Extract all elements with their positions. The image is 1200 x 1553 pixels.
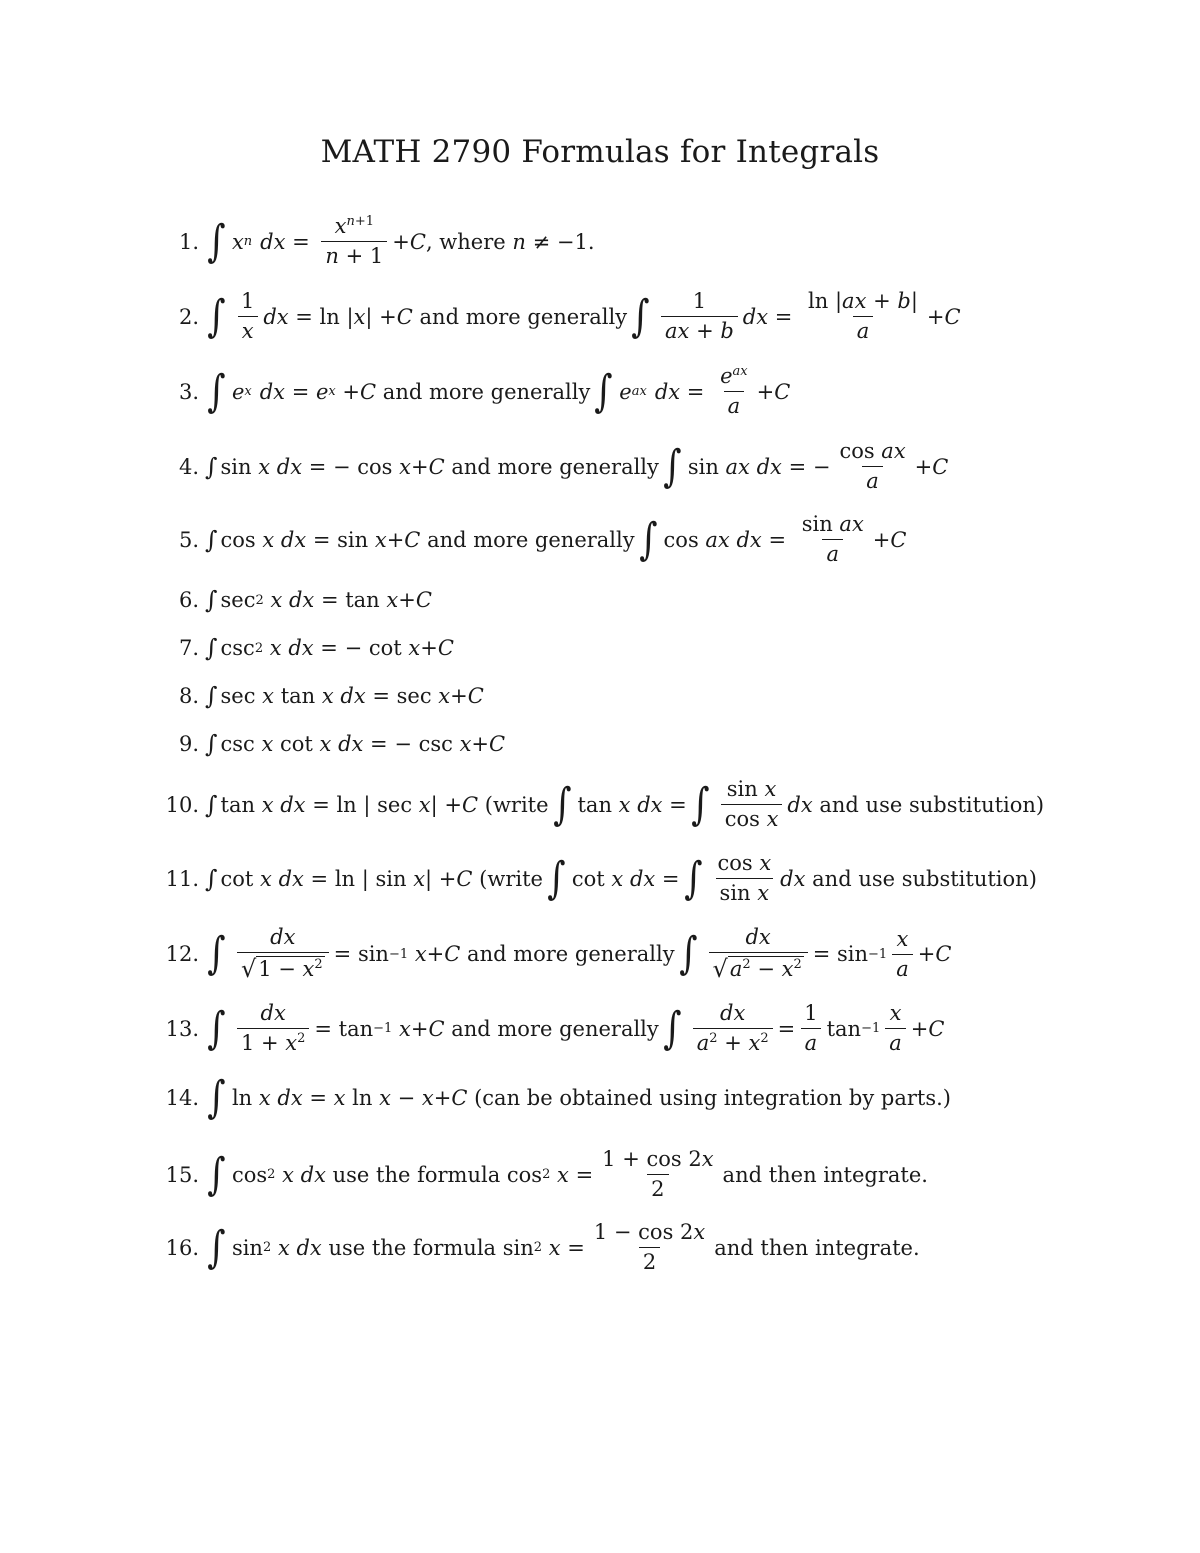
formula-expression: ∫ cos x dx = sin x + C and more generally ∫ cos ax dx = $\frac{\text{sin ax}}{a}$ + C xyxy=(205,512,907,567)
formula-2 xyxy=(155,290,1055,343)
word-and-then-integrate: and then integrate. xyxy=(714,1235,920,1260)
word-write: (write xyxy=(484,792,549,817)
formula-15 xyxy=(155,1148,1055,1201)
formula-4 xyxy=(155,440,1055,493)
formula-number: 1. xyxy=(178,229,199,254)
word-and-more-generally: and more generally xyxy=(427,527,635,552)
formula-number: 4. xyxy=(178,454,199,479)
formula-expression: ∫ cot x dx = ln | sin x | + C (write ∫ cot x dx = ∫ $\frac{\text{cos x}}{\text{sin x}}$ dx and use substitution) xyxy=(205,851,1037,906)
formula-number: 7. xyxy=(178,636,199,660)
word-use-substitution: and use substitution) xyxy=(812,866,1037,891)
formula-expression: ∫ sec 2 x dx = tan x + C xyxy=(205,586,432,614)
word-use-substitution: and use substitution) xyxy=(819,792,1045,817)
formula-10 xyxy=(155,778,1055,831)
formula-1 xyxy=(155,215,1055,268)
page-title: MATH 2790 Formulas for Integrals xyxy=(320,134,880,170)
word-by-parts: (can be obtained using integration by parts.) xyxy=(474,1086,951,1110)
formula-number: 10. xyxy=(165,792,199,817)
formula-number: 15. xyxy=(165,1162,199,1187)
formula-expression: ∫ x n dx = $\frac{x^{n+1}}{n + 1}$ + C , where n ≠ −1. xyxy=(207,214,595,269)
formula-number: 16. xyxy=(165,1235,199,1260)
formula-13 xyxy=(155,1002,1055,1055)
word-and-more-generally: and more generally xyxy=(451,1016,659,1041)
word-and-more-generally: and more generally xyxy=(467,942,675,967)
formula-expression: ∫ dx √ $1 - x^2$ = sin −1 x + C and more generally ∫ dx √ $a^2 - x^2$ = sin −1 $\frac{x}{a}$ + C xyxy=(207,925,952,984)
formula-expression: ∫ sec x tan x dx = sec x + C xyxy=(205,682,484,710)
formula-expression: ∫ tan x dx = ln | sec x | + C (write ∫ tan x dx = ∫ $\frac{\text{sin x}}{\text{cos x}}$ dx and use substitution) xyxy=(205,777,1045,832)
formula-14 xyxy=(155,1072,1055,1123)
formula-number: 11. xyxy=(165,866,199,891)
formula-expression: ∫ $\frac{dx}{1 + x^2}$ = tan −1 x + C and more generally ∫ $\frac{dx}{a^2 + x^2}$ = $\frac{1}{a}$ tan −1 $\frac{x}{a}$ + C xyxy=(207,1001,945,1056)
formula-6 xyxy=(155,586,1055,614)
word-where: where xyxy=(439,229,506,254)
formula-7 xyxy=(155,634,1055,662)
formula-expression: ∫ cos 2 x dx use the formula cos 2 x = $\frac{1 + \cos 2x}{2}$ and then integrate. xyxy=(207,1147,928,1202)
formula-expression: ∫ e x dx = e x + C and more generally ∫ e ax dx = $\frac{e^{ax}}{a}$ + C xyxy=(207,364,791,419)
formula-9 xyxy=(155,730,1055,758)
formula-5 xyxy=(155,513,1055,566)
formula-number: 13. xyxy=(165,1016,199,1041)
formula-number: 12. xyxy=(165,942,199,967)
formula-number: 9. xyxy=(178,732,199,756)
formula-number: 14. xyxy=(165,1086,199,1110)
word-and-then-integrate: and then integrate. xyxy=(722,1162,928,1187)
formula-expression: ∫ csc x cot x dx = − csc x + C xyxy=(205,730,506,758)
formula-expression: ∫ $\frac{1}{x}$ dx = ln | x | + C and more generally ∫ $\frac{1}{ax + b}$ dx = $\frac{\ln |ax + b|}{a}$ + C xyxy=(207,289,961,344)
formula-number: 2. xyxy=(178,304,199,329)
word-and-more-generally: and more generally xyxy=(451,454,659,479)
formula-expression: ∫ sin 2 x dx use the formula sin 2 x = $\frac{1 - \cos 2x}{2}$ and then integrate. xyxy=(207,1220,920,1275)
word-write: (write xyxy=(479,866,543,891)
word-and-more-generally: and more generally xyxy=(419,304,628,329)
word-use-the-formula: use the formula xyxy=(328,1235,497,1260)
formula-expression: ∫ csc 2 x dx = − cot x + C xyxy=(205,634,454,662)
formula-12 xyxy=(155,926,1055,982)
formula-3 xyxy=(155,365,1055,418)
formula-number: 3. xyxy=(178,379,199,404)
word-and-more-generally: and more generally xyxy=(382,379,591,404)
formula-expression: ∫ sin x dx = − cos x + C and more generally ∫ sin ax dx = − $\frac{\text{cos ax}}{a}$ + C xyxy=(205,439,949,494)
formula-number: 6. xyxy=(178,588,199,612)
formula-number: 5. xyxy=(178,527,199,552)
formula-16 xyxy=(155,1221,1055,1274)
word-use-the-formula: use the formula xyxy=(332,1162,501,1187)
formula-11 xyxy=(155,852,1055,905)
formula-number: 8. xyxy=(178,684,199,708)
formula-expression: ∫ ln x dx = x ln x − x + C (can be obtained using integration by parts.) xyxy=(207,1072,951,1123)
formula-8 xyxy=(155,682,1055,710)
